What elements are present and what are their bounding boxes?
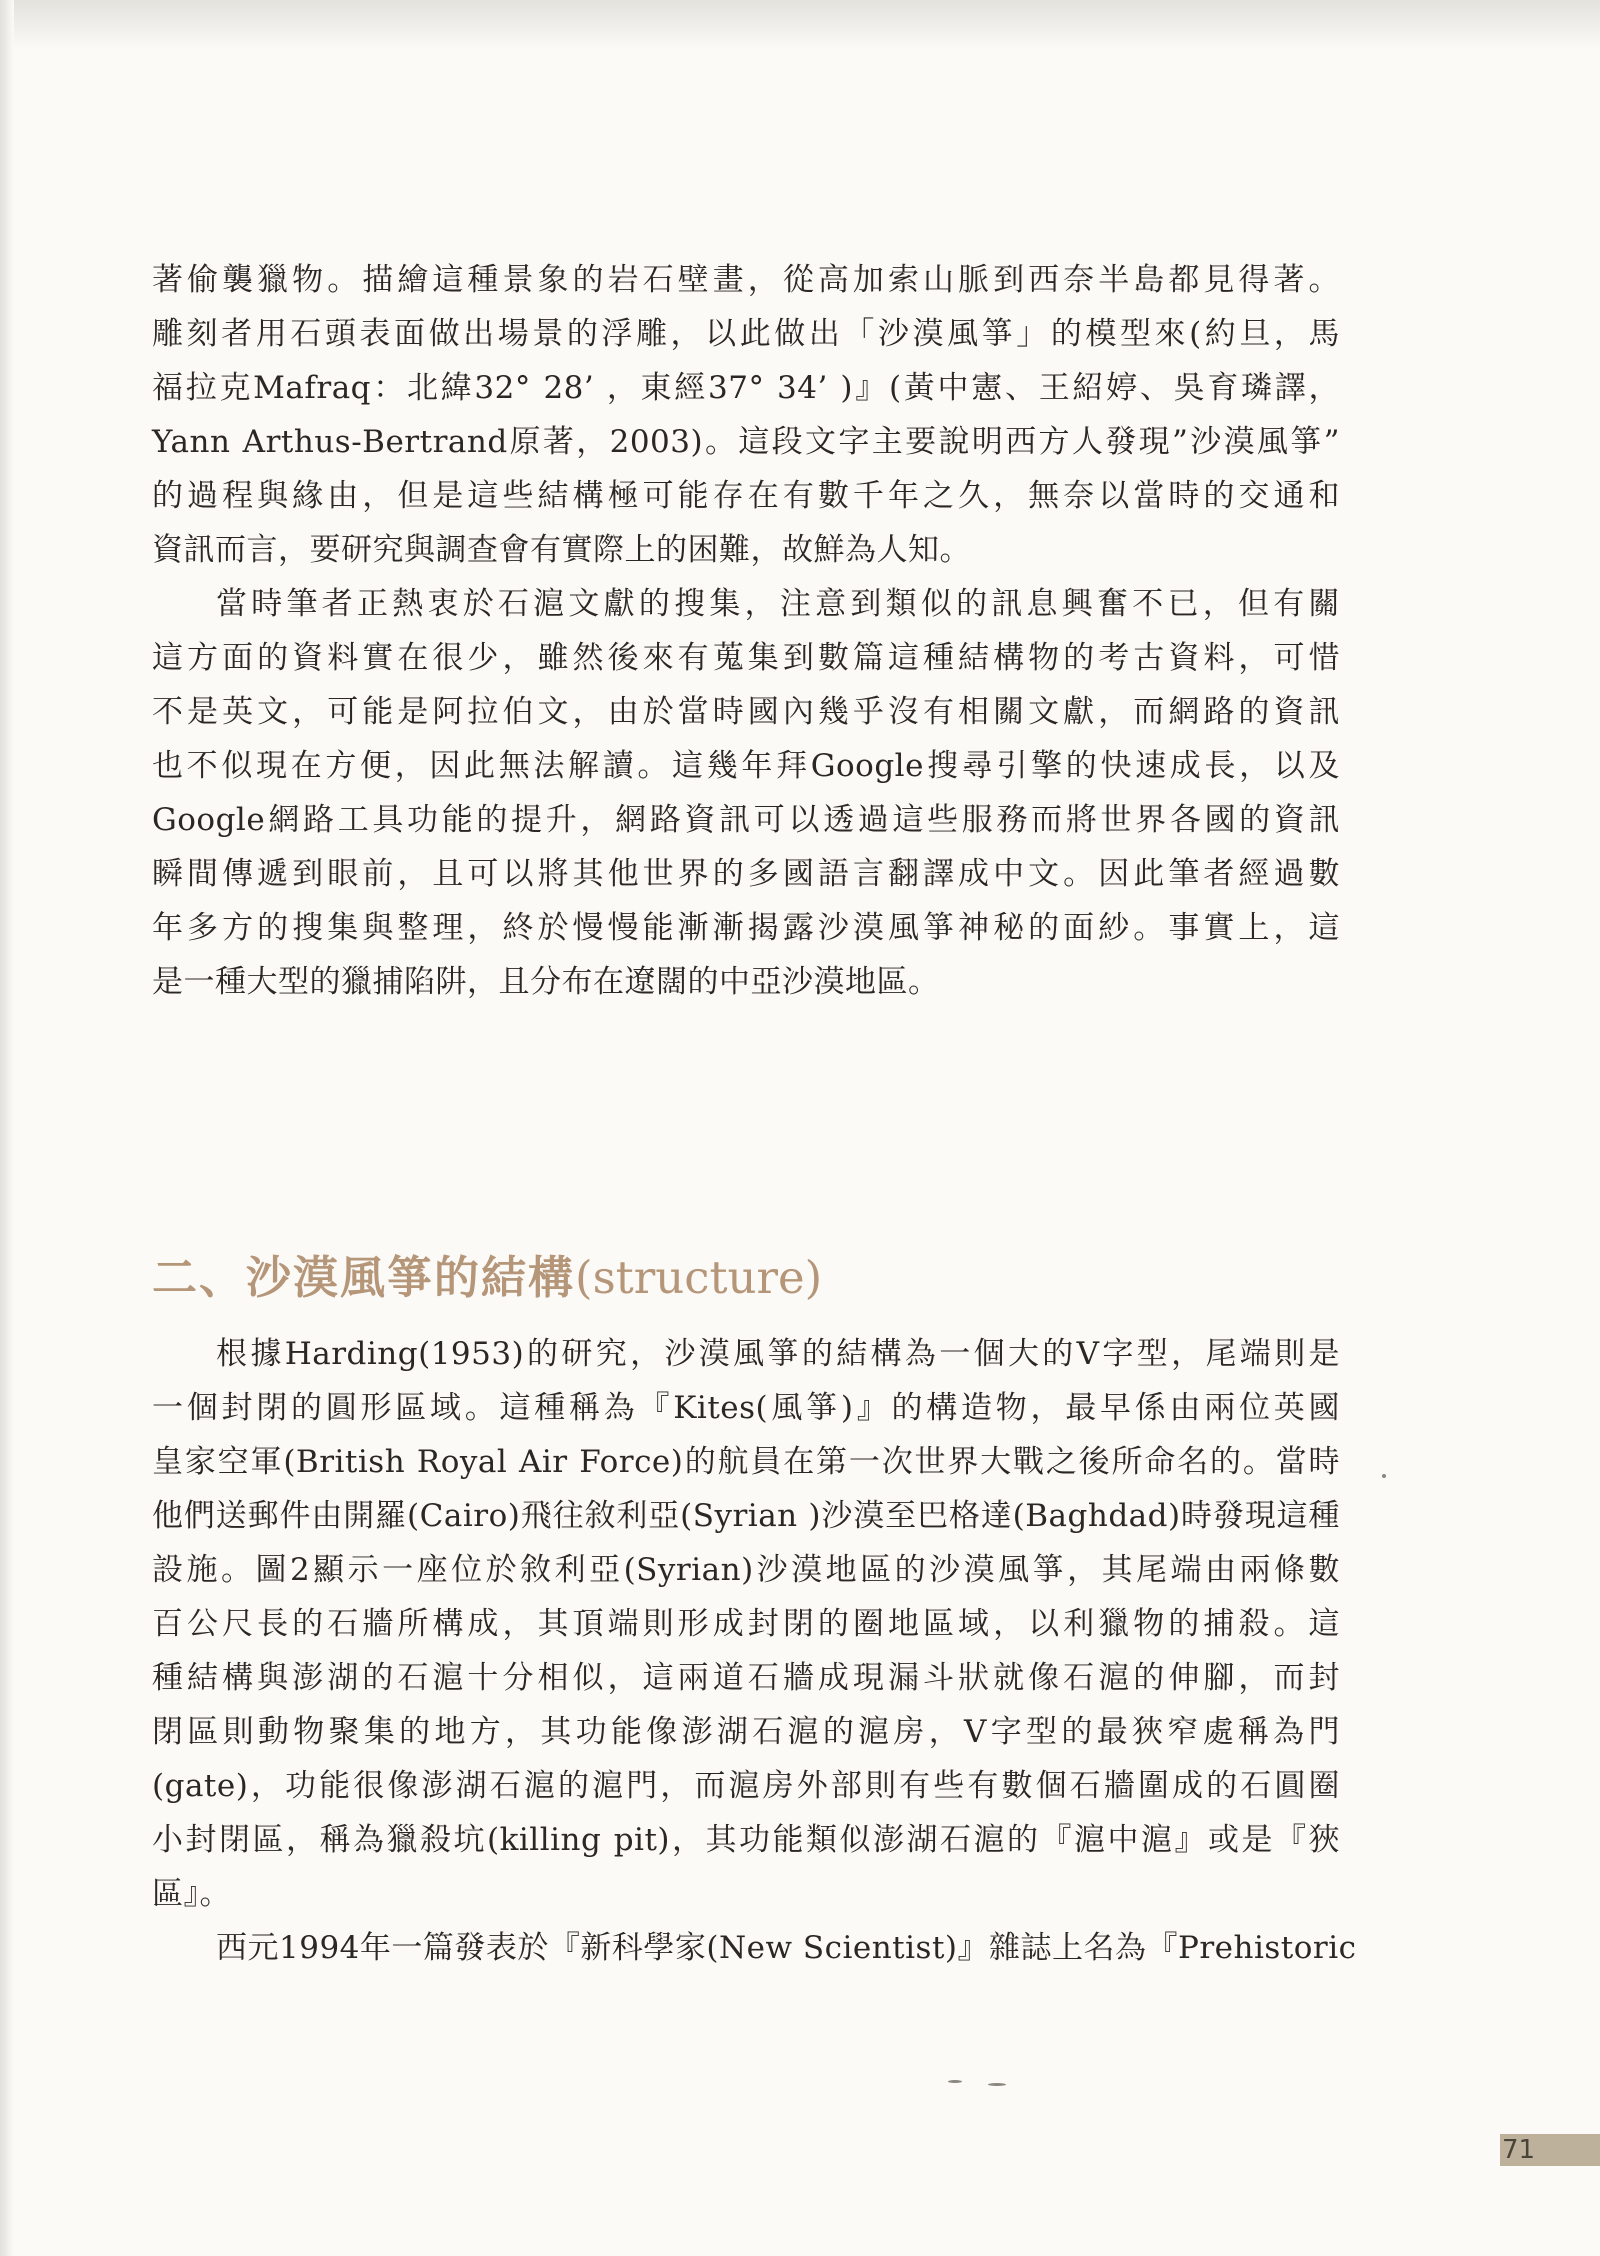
paragraph-line: 根據Harding(1953)的研究，沙漠風箏的結構為一個大的V字型，尾端則是 [216,1336,1340,1372]
paragraph-line: Yann Arthus-Bertrand原著，2003)。這段文字主要說明西方人發現”沙漠風箏” [152,424,1340,460]
paragraph-line: 不是英文，可能是阿拉伯文，由於當時國內幾乎沒有相關文獻，而網路的資訊 [152,694,1340,730]
scan-top-shadow [0,0,1600,50]
paragraph-line: (gate)，功能很像澎湖石滬的滬門，而滬房外部則有些有數個石牆圍成的石圓圈 [152,1768,1340,1804]
paragraph-line: 閉區則動物聚集的地方，其功能像澎湖石滬的滬房，V字型的最狹窄處稱為門 [152,1714,1340,1750]
section-heading-en: (structure) [575,1251,823,1304]
paragraph-line: 西元1994年一篇發表於『新科學家(New Scientist)』雜誌上名為『Prehistoric [216,1930,1357,1966]
paragraph-line: 這方面的資料實在很少，雖然後來有蒐集到數篇這種結構物的考古資料，可惜 [152,640,1340,676]
scan-speck [948,2080,962,2083]
paragraph-line: 區』。 [152,1876,231,1912]
scan-speck [1382,1474,1386,1478]
paragraph-line: Google網路工具功能的提升，網路資訊可以透過這些服務而將世界各國的資訊 [152,802,1340,838]
paragraph-line: 也不似現在方便，因此無法解讀。這幾年拜Google搜尋引擎的快速成長，以及 [152,748,1340,784]
paragraph-line: 百公尺長的石牆所構成，其頂端則形成封閉的圈地區域，以利獵物的捕殺。這 [152,1606,1340,1642]
body-text-bottom [152,1327,1357,1975]
paragraph-line: 小封閉區，稱為獵殺坑(killing pit)，其功能類似澎湖石滬的『滬中滬』或是『狹 [152,1822,1340,1858]
paragraph-line: 雕刻者用石頭表面做出場景的浮雕，以此做出「沙漠風箏」的模型來(約旦，馬 [152,316,1340,352]
section-heading-zh: 二、沙漠風箏的結構 [152,1251,576,1304]
paragraph-line: 是一種大型的獵捕陷阱，且分布在遼闊的中亞沙漠地區。 [152,964,940,1000]
page-number: 71 [1502,2135,1536,2165]
paragraph-line: 年多方的搜集與整理，終於慢慢能漸漸揭露沙漠風箏神秘的面紗。事實上，這 [152,910,1340,946]
paragraph-line: 設施。圖2顯示一座位於敘利亞(Syrian)沙漠地區的沙漠風箏，其尾端由兩條數 [152,1552,1340,1588]
scan-speck [988,2083,1006,2086]
paragraph-line: 一個封閉的圓形區域。這種稱為『Kites(風箏)』的構造物，最早係由兩位英國 [152,1390,1340,1426]
section-heading [152,1243,822,1313]
paragraph-line: 著偷襲獵物。描繪這種景象的岩石壁畫，從高加索山脈到西奈半島都見得著。 [152,262,1340,298]
body-text-top [152,253,1340,1009]
paragraph-line: 當時筆者正熱衷於石滬文獻的搜集，注意到類似的訊息興奮不已，但有關 [216,586,1340,622]
paragraph-line: 福拉克Mafraq：北緯32° 28’ ，東經37° 34’ )』(黃中憲、王紹婷、吳育璘譯， [152,370,1340,406]
paragraph-line: 資訊而言，要研究與調查會有實際上的困難，故鮮為人知。 [152,532,971,568]
paragraph-line: 他們送郵件由開羅(Cairo)飛往敘利亞(Syrian )沙漠至巴格達(Baghdad)時發現這種 [152,1498,1340,1534]
scan-left-shadow [0,0,14,2256]
paragraph-line: 皇家空軍(British Royal Air Force)的航員在第一次世界大戰之後所命名的。當時 [152,1444,1340,1480]
paragraph-line: 瞬間傳遞到眼前，且可以將其他世界的多國語言翻譯成中文。因此筆者經過數 [152,856,1340,892]
paragraph-line: 種結構與澎湖的石滬十分相似，這兩道石牆成現漏斗狀就像石滬的伸腳，而封 [152,1660,1340,1696]
paragraph-line: 的過程與緣由，但是這些結構極可能存在有數千年之久，無奈以當時的交通和 [152,478,1340,514]
